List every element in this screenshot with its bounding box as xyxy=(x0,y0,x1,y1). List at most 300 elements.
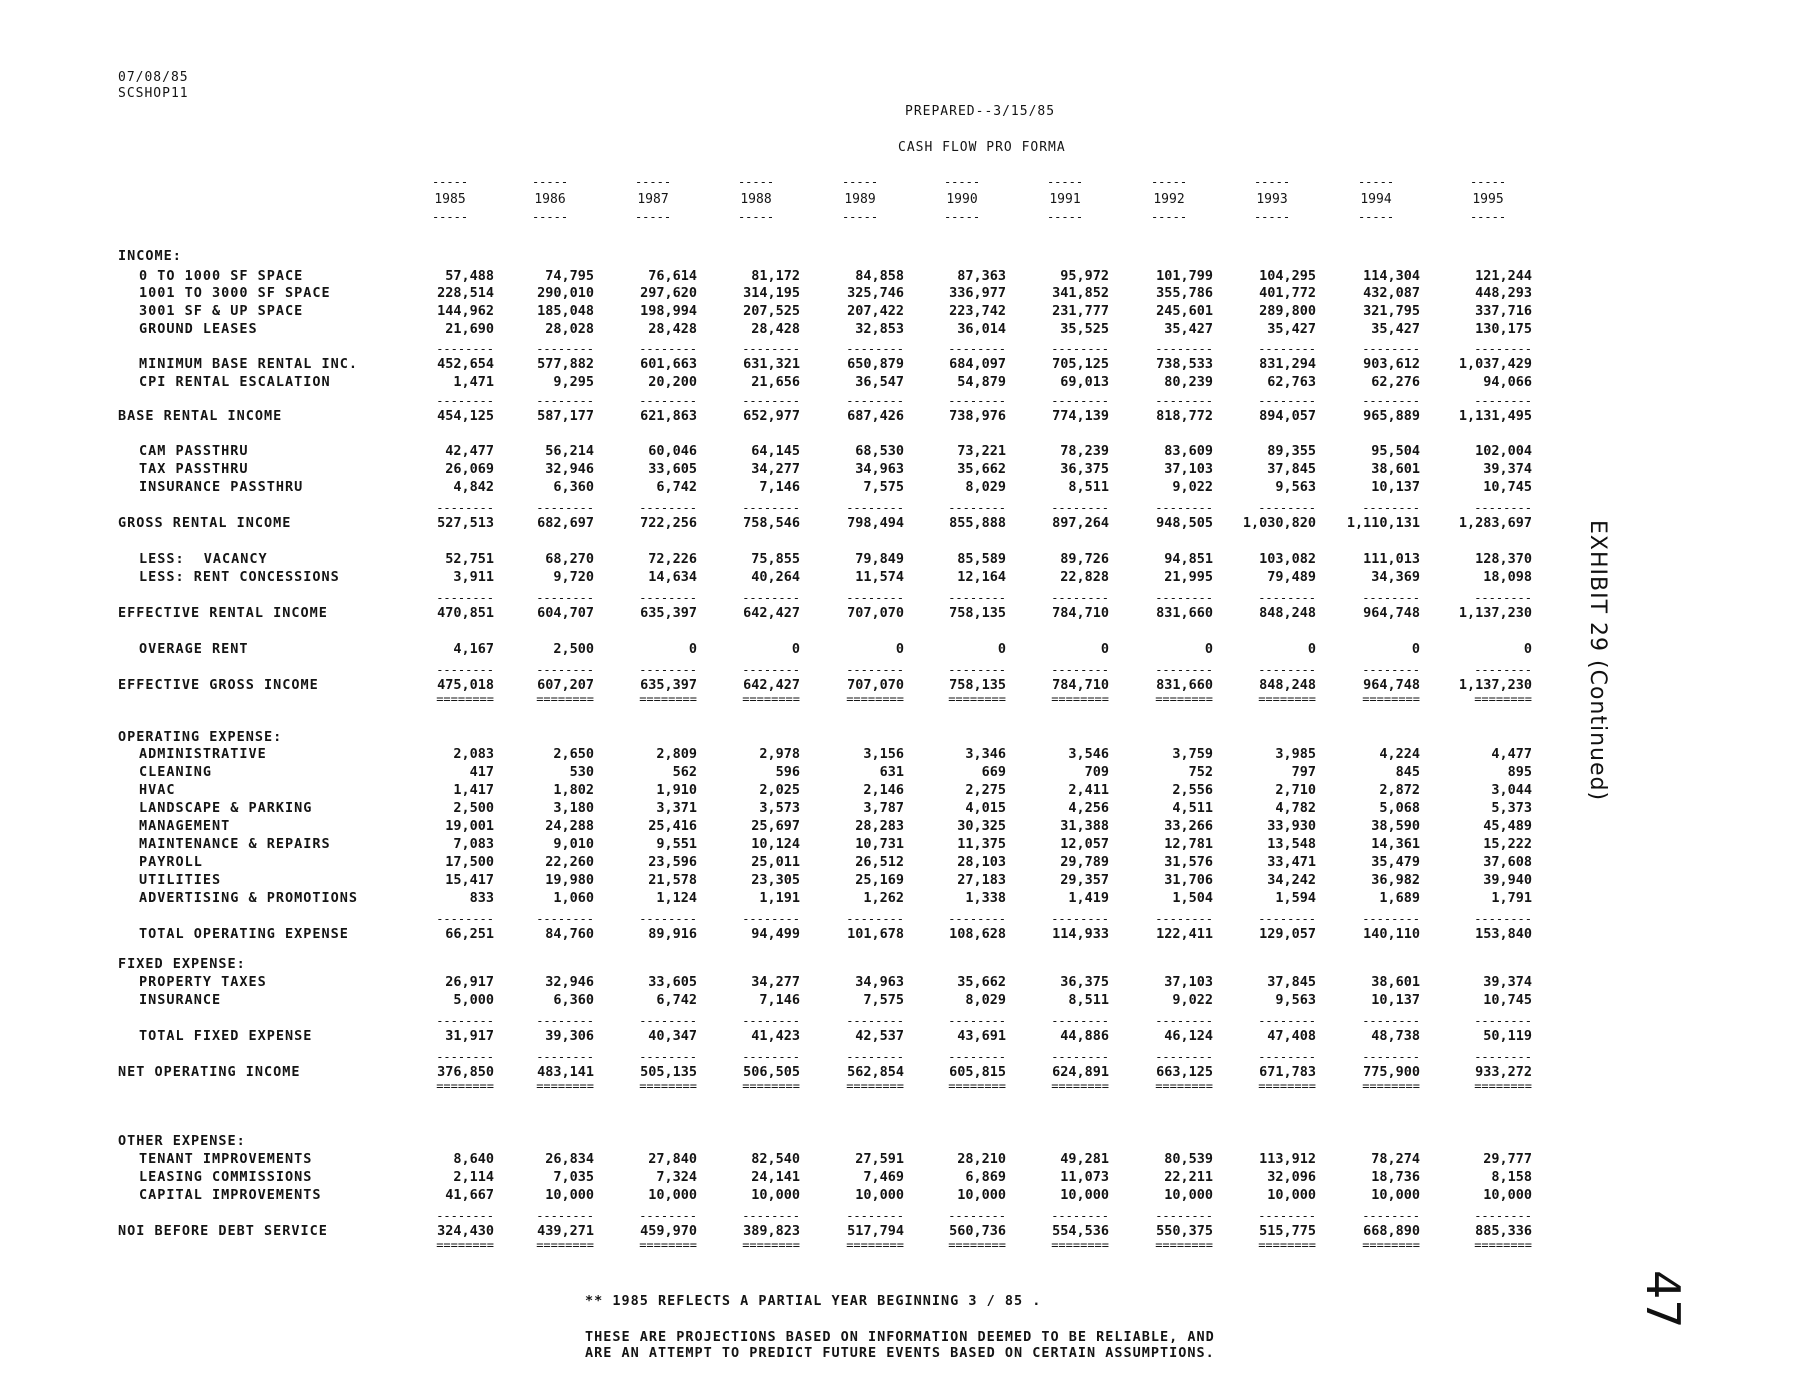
cell-value: 1,124 xyxy=(656,890,697,906)
year-rule-bottom: ----- xyxy=(943,211,981,223)
rule-above: -------- xyxy=(846,1210,904,1222)
cell-value: 12,164 xyxy=(957,569,1006,585)
row-label: PROPERTY TAXES xyxy=(139,974,267,990)
cell-value: 43,691 xyxy=(957,1028,1006,1044)
cell-value: 94,499 xyxy=(751,926,800,942)
cell-value: 37,608 xyxy=(1483,854,1532,870)
rule-above: -------- xyxy=(1258,395,1316,407)
cell-value: 10,745 xyxy=(1483,992,1532,1008)
cell-value: 9,022 xyxy=(1172,479,1213,495)
page-number: 47 xyxy=(1636,1270,1690,1329)
cell-value: 101,799 xyxy=(1156,268,1213,284)
rule-below: ======== xyxy=(846,693,904,705)
cell-value: 73,221 xyxy=(957,443,1006,459)
cell-value: 101,678 xyxy=(847,926,904,942)
rule-above: -------- xyxy=(536,664,594,676)
rule-above: -------- xyxy=(436,1210,494,1222)
cell-value: 19,980 xyxy=(545,872,594,888)
rule-below: ======== xyxy=(1474,1080,1532,1092)
cell-value: 41,423 xyxy=(751,1028,800,1044)
cell-value: 2,978 xyxy=(759,746,800,762)
rule-above: -------- xyxy=(1155,1051,1213,1063)
cell-value: 31,917 xyxy=(445,1028,494,1044)
cell-value: 18,098 xyxy=(1483,569,1532,585)
rule-above: -------- xyxy=(846,1015,904,1027)
section-heading: OTHER EXPENSE: xyxy=(118,1133,246,1149)
rule-above: -------- xyxy=(639,664,697,676)
rule-above: -------- xyxy=(742,343,800,355)
rule-above: -------- xyxy=(1258,1015,1316,1027)
rule-above: -------- xyxy=(1155,913,1213,925)
cell-value: 10,137 xyxy=(1371,479,1420,495)
cell-value: 831,294 xyxy=(1259,356,1316,372)
cell-value: 1,338 xyxy=(965,890,1006,906)
cell-value: 198,994 xyxy=(640,303,697,319)
disclaimer-line-1: THESE ARE PROJECTIONS BASED ON INFORMATION DEEMED TO BE RELIABLE, AND xyxy=(585,1329,1215,1345)
cell-value: 24,288 xyxy=(545,818,594,834)
cell-value: 0 xyxy=(997,641,1006,657)
cell-value: 3,044 xyxy=(1491,782,1532,798)
row-label: LESS: RENT CONCESSIONS xyxy=(139,569,340,585)
year-rule-bottom: ----- xyxy=(1150,211,1188,223)
cell-value: 10,000 xyxy=(545,1187,594,1203)
cell-value: 9,010 xyxy=(553,836,594,852)
cell-value: 1,131,495 xyxy=(1458,408,1532,424)
cell-value: 797 xyxy=(1291,764,1316,780)
cell-value: 29,357 xyxy=(1060,872,1109,888)
cell-value: 3,985 xyxy=(1275,746,1316,762)
row-label: UTILITIES xyxy=(139,872,222,888)
cell-value: 325,746 xyxy=(847,285,904,301)
cell-value: 17,500 xyxy=(445,854,494,870)
cell-value: 4,842 xyxy=(453,479,494,495)
row-label: INSURANCE PASSTHRU xyxy=(139,479,304,495)
rule-above: -------- xyxy=(948,395,1006,407)
cell-value: 9,720 xyxy=(553,569,594,585)
cell-value: 72,226 xyxy=(648,551,697,567)
cell-value: 596 xyxy=(775,764,800,780)
rule-above: -------- xyxy=(436,502,494,514)
cell-value: 9,022 xyxy=(1172,992,1213,1008)
cell-value: 39,306 xyxy=(545,1028,594,1044)
cell-value: 10,000 xyxy=(957,1187,1006,1203)
cell-value: 0 xyxy=(895,641,904,657)
cell-value: 818,772 xyxy=(1156,408,1213,424)
cell-value: 103,082 xyxy=(1259,551,1316,567)
cell-value: 23,305 xyxy=(751,872,800,888)
rule-above: -------- xyxy=(536,1210,594,1222)
row-label: 0 TO 1000 SF SPACE xyxy=(139,268,304,284)
cell-value: 758,546 xyxy=(743,515,800,531)
cell-value: 448,293 xyxy=(1475,285,1532,301)
cell-value: 10,000 xyxy=(751,1187,800,1203)
rule-below: ======== xyxy=(639,1080,697,1092)
cell-value: 1,283,697 xyxy=(1458,515,1532,531)
report-code: SCSHOP11 xyxy=(118,86,189,101)
rule-below: ======== xyxy=(742,1080,800,1092)
cell-value: 758,135 xyxy=(949,677,1006,693)
cell-value: 1,419 xyxy=(1068,890,1109,906)
year-rule-top: ----- xyxy=(1046,176,1084,188)
rule-above: -------- xyxy=(1051,1015,1109,1027)
cell-value: 562,854 xyxy=(847,1064,904,1080)
row-label: INSURANCE xyxy=(139,992,222,1008)
cell-value: 22,211 xyxy=(1164,1169,1213,1185)
cell-value: 948,505 xyxy=(1156,515,1213,531)
cell-value: 36,982 xyxy=(1371,872,1420,888)
rule-above: -------- xyxy=(1155,1015,1213,1027)
cell-value: 114,304 xyxy=(1363,268,1420,284)
cell-value: 32,853 xyxy=(855,321,904,337)
cell-value: 25,011 xyxy=(751,854,800,870)
rule-above: -------- xyxy=(1155,664,1213,676)
cell-value: 153,840 xyxy=(1475,926,1532,942)
cell-value: 7,469 xyxy=(863,1169,904,1185)
cell-value: 554,536 xyxy=(1052,1223,1109,1239)
cell-value: 417 xyxy=(469,764,494,780)
cell-value: 26,917 xyxy=(445,974,494,990)
cell-value: 108,628 xyxy=(949,926,1006,942)
cell-value: 8,158 xyxy=(1491,1169,1532,1185)
rule-above: -------- xyxy=(846,913,904,925)
cell-value: 848,248 xyxy=(1259,605,1316,621)
rule-above: -------- xyxy=(1155,1210,1213,1222)
cell-value: 668,890 xyxy=(1363,1223,1420,1239)
cell-value: 33,605 xyxy=(648,461,697,477)
cell-value: 798,494 xyxy=(847,515,904,531)
year-rule-bottom: ----- xyxy=(737,211,775,223)
cell-value: 3,759 xyxy=(1172,746,1213,762)
cell-value: 18,736 xyxy=(1371,1169,1420,1185)
rule-above: -------- xyxy=(639,592,697,604)
cell-value: 32,946 xyxy=(545,461,594,477)
report-date: 07/08/85 xyxy=(118,70,189,85)
cell-value: 25,416 xyxy=(648,818,697,834)
cell-value: 3,156 xyxy=(863,746,904,762)
cell-value: 31,576 xyxy=(1164,854,1213,870)
year-rule-top: ----- xyxy=(1150,176,1188,188)
cell-value: 1,262 xyxy=(863,890,904,906)
cell-value: 4,511 xyxy=(1172,800,1213,816)
row-label: HVAC xyxy=(139,782,176,798)
rule-above: -------- xyxy=(1155,343,1213,355)
cell-value: 64,145 xyxy=(751,443,800,459)
cell-value: 42,537 xyxy=(855,1028,904,1044)
cell-value: 848,248 xyxy=(1259,677,1316,693)
cell-value: 35,427 xyxy=(1164,321,1213,337)
year-rule-bottom: ----- xyxy=(634,211,672,223)
rule-above: -------- xyxy=(436,343,494,355)
year-header: 1993 xyxy=(1256,192,1288,207)
row-label: EFFECTIVE GROSS INCOME xyxy=(118,677,319,693)
rule-above: -------- xyxy=(436,664,494,676)
cell-value: 25,697 xyxy=(751,818,800,834)
cell-value: 111,013 xyxy=(1363,551,1420,567)
cell-value: 831,660 xyxy=(1156,677,1213,693)
cell-value: 74,795 xyxy=(545,268,594,284)
cell-value: 2,025 xyxy=(759,782,800,798)
cell-value: 31,706 xyxy=(1164,872,1213,888)
rule-above: -------- xyxy=(639,343,697,355)
cell-value: 3,346 xyxy=(965,746,1006,762)
cell-value: 0 xyxy=(688,641,697,657)
cell-value: 1,110,131 xyxy=(1346,515,1420,531)
year-header: 1986 xyxy=(534,192,566,207)
cell-value: 321,795 xyxy=(1363,303,1420,319)
rule-above: -------- xyxy=(639,1210,697,1222)
cell-value: 1,191 xyxy=(759,890,800,906)
cell-value: 12,781 xyxy=(1164,836,1213,852)
cell-value: 7,575 xyxy=(863,992,904,1008)
cell-value: 95,972 xyxy=(1060,268,1109,284)
cell-value: 560,736 xyxy=(949,1223,1006,1239)
rule-below: ======== xyxy=(1155,693,1213,705)
cell-value: 28,210 xyxy=(957,1151,1006,1167)
rule-above: -------- xyxy=(948,1015,1006,1027)
cell-value: 26,834 xyxy=(545,1151,594,1167)
year-header: 1992 xyxy=(1153,192,1185,207)
rule-below: ======== xyxy=(948,1239,1006,1251)
cell-value: 0 xyxy=(1100,641,1109,657)
cell-value: 4,782 xyxy=(1275,800,1316,816)
cell-value: 885,336 xyxy=(1475,1223,1532,1239)
cell-value: 8,511 xyxy=(1068,992,1109,1008)
cell-value: 94,066 xyxy=(1483,374,1532,390)
section-heading: FIXED EXPENSE: xyxy=(118,956,246,972)
rule-above: -------- xyxy=(536,1015,594,1027)
cell-value: 84,760 xyxy=(545,926,594,942)
rule-above: -------- xyxy=(1051,592,1109,604)
section-heading: OPERATING EXPENSE: xyxy=(118,729,283,745)
cell-value: 29,789 xyxy=(1060,854,1109,870)
year-rule-top: ----- xyxy=(431,176,469,188)
row-label: ADVERTISING & PROMOTIONS xyxy=(139,890,359,906)
cell-value: 2,500 xyxy=(453,800,494,816)
rule-below: ======== xyxy=(1051,1080,1109,1092)
cell-value: 550,375 xyxy=(1156,1223,1213,1239)
cell-value: 965,889 xyxy=(1363,408,1420,424)
cell-value: 0 xyxy=(1307,641,1316,657)
rule-above: -------- xyxy=(948,664,1006,676)
cell-value: 34,242 xyxy=(1267,872,1316,888)
rule-below: ======== xyxy=(536,1239,594,1251)
cell-value: 122,411 xyxy=(1156,926,1213,942)
cell-value: 33,471 xyxy=(1267,854,1316,870)
rule-above: -------- xyxy=(1051,1210,1109,1222)
year-header: 1991 xyxy=(1049,192,1081,207)
year-header: 1988 xyxy=(740,192,772,207)
cell-value: 37,845 xyxy=(1267,974,1316,990)
cell-value: 432,087 xyxy=(1363,285,1420,301)
cell-value: 31,388 xyxy=(1060,818,1109,834)
cell-value: 3,371 xyxy=(656,800,697,816)
rule-above: -------- xyxy=(536,913,594,925)
cell-value: 48,738 xyxy=(1371,1028,1420,1044)
rule-above: -------- xyxy=(1474,395,1532,407)
cell-value: 642,427 xyxy=(743,605,800,621)
rule-above: -------- xyxy=(1258,1210,1316,1222)
rule-above: -------- xyxy=(1474,1210,1532,1222)
row-label: GROUND LEASES xyxy=(139,321,258,337)
cell-value: 39,374 xyxy=(1483,974,1532,990)
rule-above: -------- xyxy=(742,1210,800,1222)
cell-value: 324,430 xyxy=(437,1223,494,1239)
rule-below: ======== xyxy=(1362,1080,1420,1092)
cell-value: 41,667 xyxy=(445,1187,494,1203)
rule-below: ======== xyxy=(639,1239,697,1251)
cell-value: 34,963 xyxy=(855,974,904,990)
cell-value: 1,137,230 xyxy=(1458,605,1532,621)
cell-value: 2,114 xyxy=(453,1169,494,1185)
cell-value: 37,845 xyxy=(1267,461,1316,477)
cell-value: 336,977 xyxy=(949,285,1006,301)
rule-above: -------- xyxy=(846,1051,904,1063)
cell-value: 738,976 xyxy=(949,408,1006,424)
cell-value: 1,137,230 xyxy=(1458,677,1532,693)
rule-above: -------- xyxy=(1474,592,1532,604)
cell-value: 80,239 xyxy=(1164,374,1213,390)
cell-value: 2,275 xyxy=(965,782,1006,798)
cell-value: 752 xyxy=(1188,764,1213,780)
cell-value: 24,141 xyxy=(751,1169,800,1185)
rule-below: ======== xyxy=(536,693,594,705)
cell-value: 36,014 xyxy=(957,321,1006,337)
cell-value: 642,427 xyxy=(743,677,800,693)
cell-value: 3,546 xyxy=(1068,746,1109,762)
cell-value: 62,276 xyxy=(1371,374,1420,390)
cell-value: 6,742 xyxy=(656,479,697,495)
cell-value: 705,125 xyxy=(1052,356,1109,372)
rule-above: -------- xyxy=(1051,502,1109,514)
row-label: CLEANING xyxy=(139,764,213,780)
rule-above: -------- xyxy=(948,1210,1006,1222)
rule-below: ======== xyxy=(742,1239,800,1251)
cell-value: 1,802 xyxy=(553,782,594,798)
cell-value: 28,428 xyxy=(648,321,697,337)
year-header: 1989 xyxy=(844,192,876,207)
cell-value: 8,029 xyxy=(965,479,1006,495)
cell-value: 4,015 xyxy=(965,800,1006,816)
cell-value: 515,775 xyxy=(1259,1223,1316,1239)
rule-above: -------- xyxy=(639,395,697,407)
cell-value: 102,004 xyxy=(1475,443,1532,459)
cell-value: 289,800 xyxy=(1259,303,1316,319)
rule-above: -------- xyxy=(1051,1051,1109,1063)
cell-value: 114,933 xyxy=(1052,926,1109,942)
cell-value: 207,422 xyxy=(847,303,904,319)
rule-above: -------- xyxy=(1051,664,1109,676)
rule-above: -------- xyxy=(846,502,904,514)
cell-value: 297,620 xyxy=(640,285,697,301)
cell-value: 57,488 xyxy=(445,268,494,284)
cell-value: 7,083 xyxy=(453,836,494,852)
rule-below: ======== xyxy=(436,693,494,705)
cell-value: 775,900 xyxy=(1363,1064,1420,1080)
rule-above: -------- xyxy=(1362,502,1420,514)
cell-value: 26,069 xyxy=(445,461,494,477)
cell-value: 2,650 xyxy=(553,746,594,762)
cell-value: 1,504 xyxy=(1172,890,1213,906)
cell-value: 10,000 xyxy=(648,1187,697,1203)
cell-value: 49,281 xyxy=(1060,1151,1109,1167)
rule-above: -------- xyxy=(639,1051,697,1063)
cell-value: 605,815 xyxy=(949,1064,1006,1080)
row-label: PAYROLL xyxy=(139,854,203,870)
cell-value: 20,200 xyxy=(648,374,697,390)
year-rule-top: ----- xyxy=(634,176,672,188)
cell-value: 40,264 xyxy=(751,569,800,585)
rule-above: -------- xyxy=(1362,1210,1420,1222)
rule-below: ======== xyxy=(1362,693,1420,705)
cell-value: 0 xyxy=(791,641,800,657)
cell-value: 27,183 xyxy=(957,872,1006,888)
rule-above: -------- xyxy=(536,1051,594,1063)
cell-value: 2,411 xyxy=(1068,782,1109,798)
prepared-line: PREPARED--3/15/85 xyxy=(905,104,1056,119)
rule-above: -------- xyxy=(742,664,800,676)
cell-value: 505,135 xyxy=(640,1064,697,1080)
cell-value: 35,662 xyxy=(957,461,1006,477)
rule-above: -------- xyxy=(1474,664,1532,676)
cell-value: 9,551 xyxy=(656,836,697,852)
cell-value: 2,710 xyxy=(1275,782,1316,798)
cell-value: 231,777 xyxy=(1052,303,1109,319)
cell-value: 707,070 xyxy=(847,605,904,621)
cell-value: 11,073 xyxy=(1060,1169,1109,1185)
row-label: MAINTENANCE & REPAIRS xyxy=(139,836,331,852)
cell-value: 10,731 xyxy=(855,836,904,852)
cell-value: 671,783 xyxy=(1259,1064,1316,1080)
cell-value: 9,563 xyxy=(1275,992,1316,1008)
year-rule-bottom: ----- xyxy=(1046,211,1084,223)
cell-value: 10,000 xyxy=(1060,1187,1109,1203)
year-rule-bottom: ----- xyxy=(531,211,569,223)
rule-above: -------- xyxy=(639,502,697,514)
cell-value: 5,000 xyxy=(453,992,494,1008)
rule-below: ======== xyxy=(536,1080,594,1092)
cell-value: 28,428 xyxy=(751,321,800,337)
section-heading: INCOME: xyxy=(118,248,182,264)
cell-value: 833 xyxy=(469,890,494,906)
row-label: LANDSCAPE & PARKING xyxy=(139,800,313,816)
year-header: 1987 xyxy=(637,192,669,207)
rule-above: -------- xyxy=(1474,1015,1532,1027)
cell-value: 75,855 xyxy=(751,551,800,567)
cell-value: 470,851 xyxy=(437,605,494,621)
cell-value: 34,963 xyxy=(855,461,904,477)
cell-value: 401,772 xyxy=(1259,285,1316,301)
year-header: 1990 xyxy=(946,192,978,207)
cell-value: 687,426 xyxy=(847,408,904,424)
cell-value: 2,872 xyxy=(1379,782,1420,798)
cell-value: 6,742 xyxy=(656,992,697,1008)
cell-value: 682,697 xyxy=(537,515,594,531)
cell-value: 2,500 xyxy=(553,641,594,657)
cell-value: 19,001 xyxy=(445,818,494,834)
cell-value: 10,000 xyxy=(1267,1187,1316,1203)
cell-value: 7,575 xyxy=(863,479,904,495)
cell-value: 454,125 xyxy=(437,408,494,424)
rule-above: -------- xyxy=(742,502,800,514)
row-label: CPI RENTAL ESCALATION xyxy=(139,374,331,390)
cell-value: 85,589 xyxy=(957,551,1006,567)
rule-below: ======== xyxy=(1258,693,1316,705)
cell-value: 459,970 xyxy=(640,1223,697,1239)
rule-above: -------- xyxy=(742,395,800,407)
cell-value: 68,530 xyxy=(855,443,904,459)
row-label: GROSS RENTAL INCOME xyxy=(118,515,292,531)
cell-value: 9,563 xyxy=(1275,479,1316,495)
